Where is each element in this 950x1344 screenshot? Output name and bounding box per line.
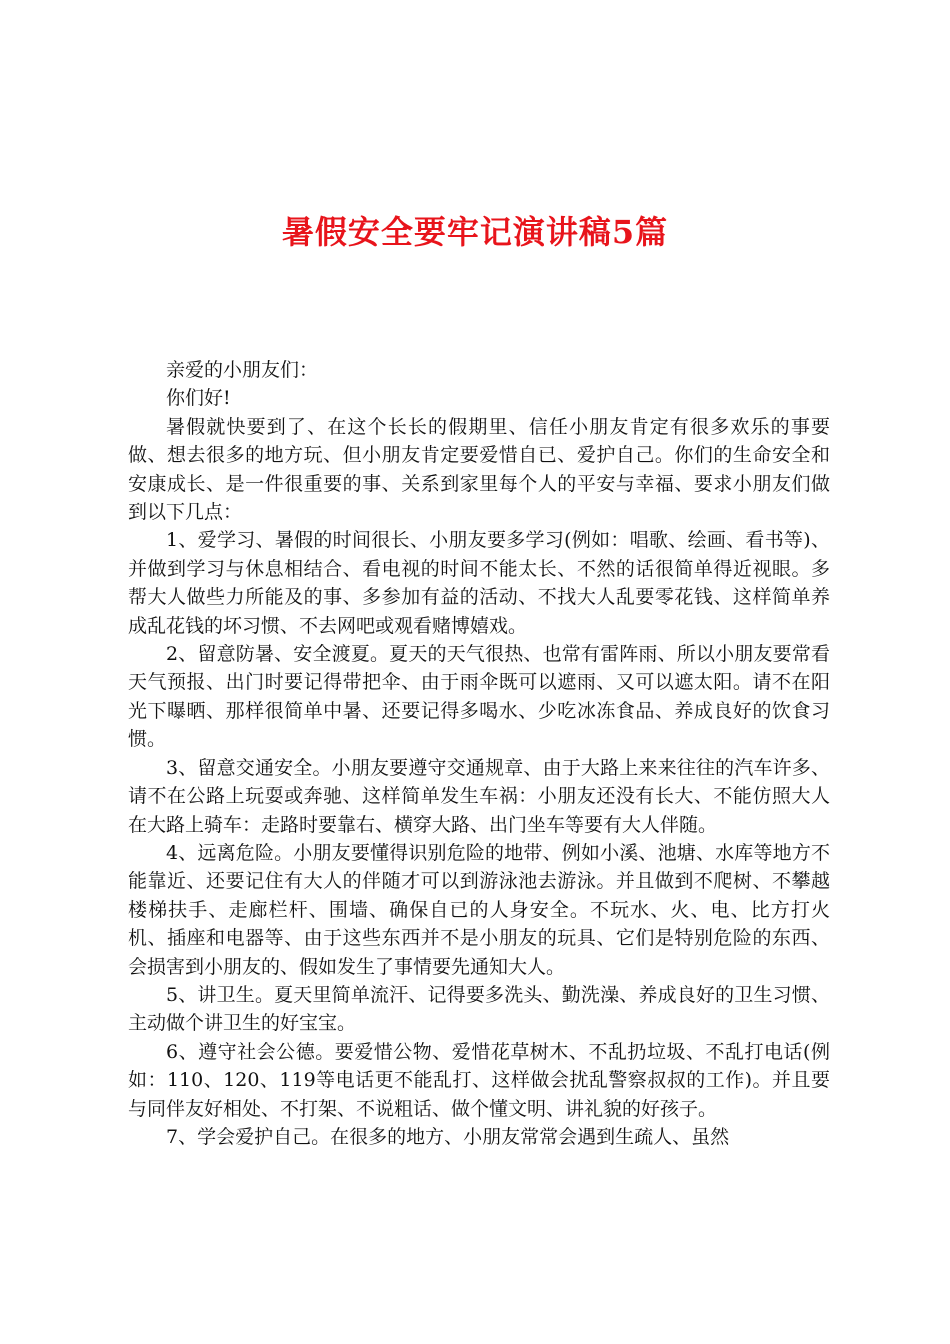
paragraph-intro: 暑假就快要到了、在这个长长的假期里、信任小朋友肯定有很多欢乐的事要做、想去很多的地方玩、但小朋友肯定要爱惜自已、爱护自己。你们的生命安全和安康成长、是一件很重要的事、关系到家里每个人的平安与幸福、要求小朋友们做到以下几点： — [128, 415, 830, 524]
paragraph-greeting: 亲爱的小朋友们： — [166, 359, 319, 381]
document-body — [128, 356, 830, 1151]
document-title: 暑假安全要牢记演讲稿5篇 — [281, 213, 669, 251]
paragraph-hello: 你们好! — [166, 387, 231, 410]
paragraph-point-1: 1、爱学习、暑假的时间很长、小朋友要多学习(例如：唱歌、绘画、看书等)、并做到学习与休息相结合、看电视的时间不能太长、不然的话很简单得近视眼。多帮大人做些力所能及的事、多参加有益的活动、不找大人乱要零花钱、这样简单养成乱花钱的坏习惯、不去网吧或观看赌博嬉戏。 — [128, 529, 830, 637]
paragraph-point-4: 4、远离危险。小朋友要懂得识别危险的地带、例如小溪、池塘、水库等地方不能靠近、还要记住有大人的伴随才可以到游泳池去游泳。并且做到不爬树、不攀越楼梯扶手、走廊栏杆、围墙、确保自已的人身安全。不玩水、火、电、比方打火机、插座和电器等、由于这些东西并不是小朋友的玩具、它们是特别危险的东西、会损害到小朋友的、假如发生了事情要先通知大人。 — [128, 841, 830, 978]
paragraph-point-3: 3、留意交通安全。小朋友要遵守交通规章、由于大路上来来往往的汽车许多、请不在公路上玩耍或奔驰、这样简单发生车祸：小朋友还没有长大、不能仿照大人在大路上骑车：走路时要靠右、横穿大路、出门坐车等要有大人伴随。 — [128, 756, 830, 836]
paragraph-point-2: 2、留意防暑、安全渡夏。夏天的天气很热、也常有雷阵雨、所以小朋友要常看天气预报、出门时要记得带把伞、由于雨伞既可以遮雨、又可以遮太阳。请不在阳光下曝晒、那样很简单中暑、还要记得多喝水、少吃冰冻食品、养成良好的饮食习惯。 — [128, 643, 830, 751]
paragraph-point-6: 6、遵守社会公德。要爱惜公物、爱惜花草树木、不乱扔垃圾、不乱打电话(例如：110、120、119等电话更不能乱打、这样做会扰乱警察叔叔的工作)。并且要与同伴友好相处、不打架、不说粗话、做个懂文明、讲礼貌的好孩子。 — [128, 1040, 830, 1120]
paragraph-point-5: 5、讲卫生。夏天里简单流汗、记得要多洗头、勤洗澡、养成良好的卫生习惯、主动做个讲卫生的好宝宝。 — [128, 983, 830, 1035]
paragraph-point-7: 7、学会爱护自己。在很多的地方、小朋友常常会遇到生疏人、虽然 — [166, 1125, 730, 1148]
